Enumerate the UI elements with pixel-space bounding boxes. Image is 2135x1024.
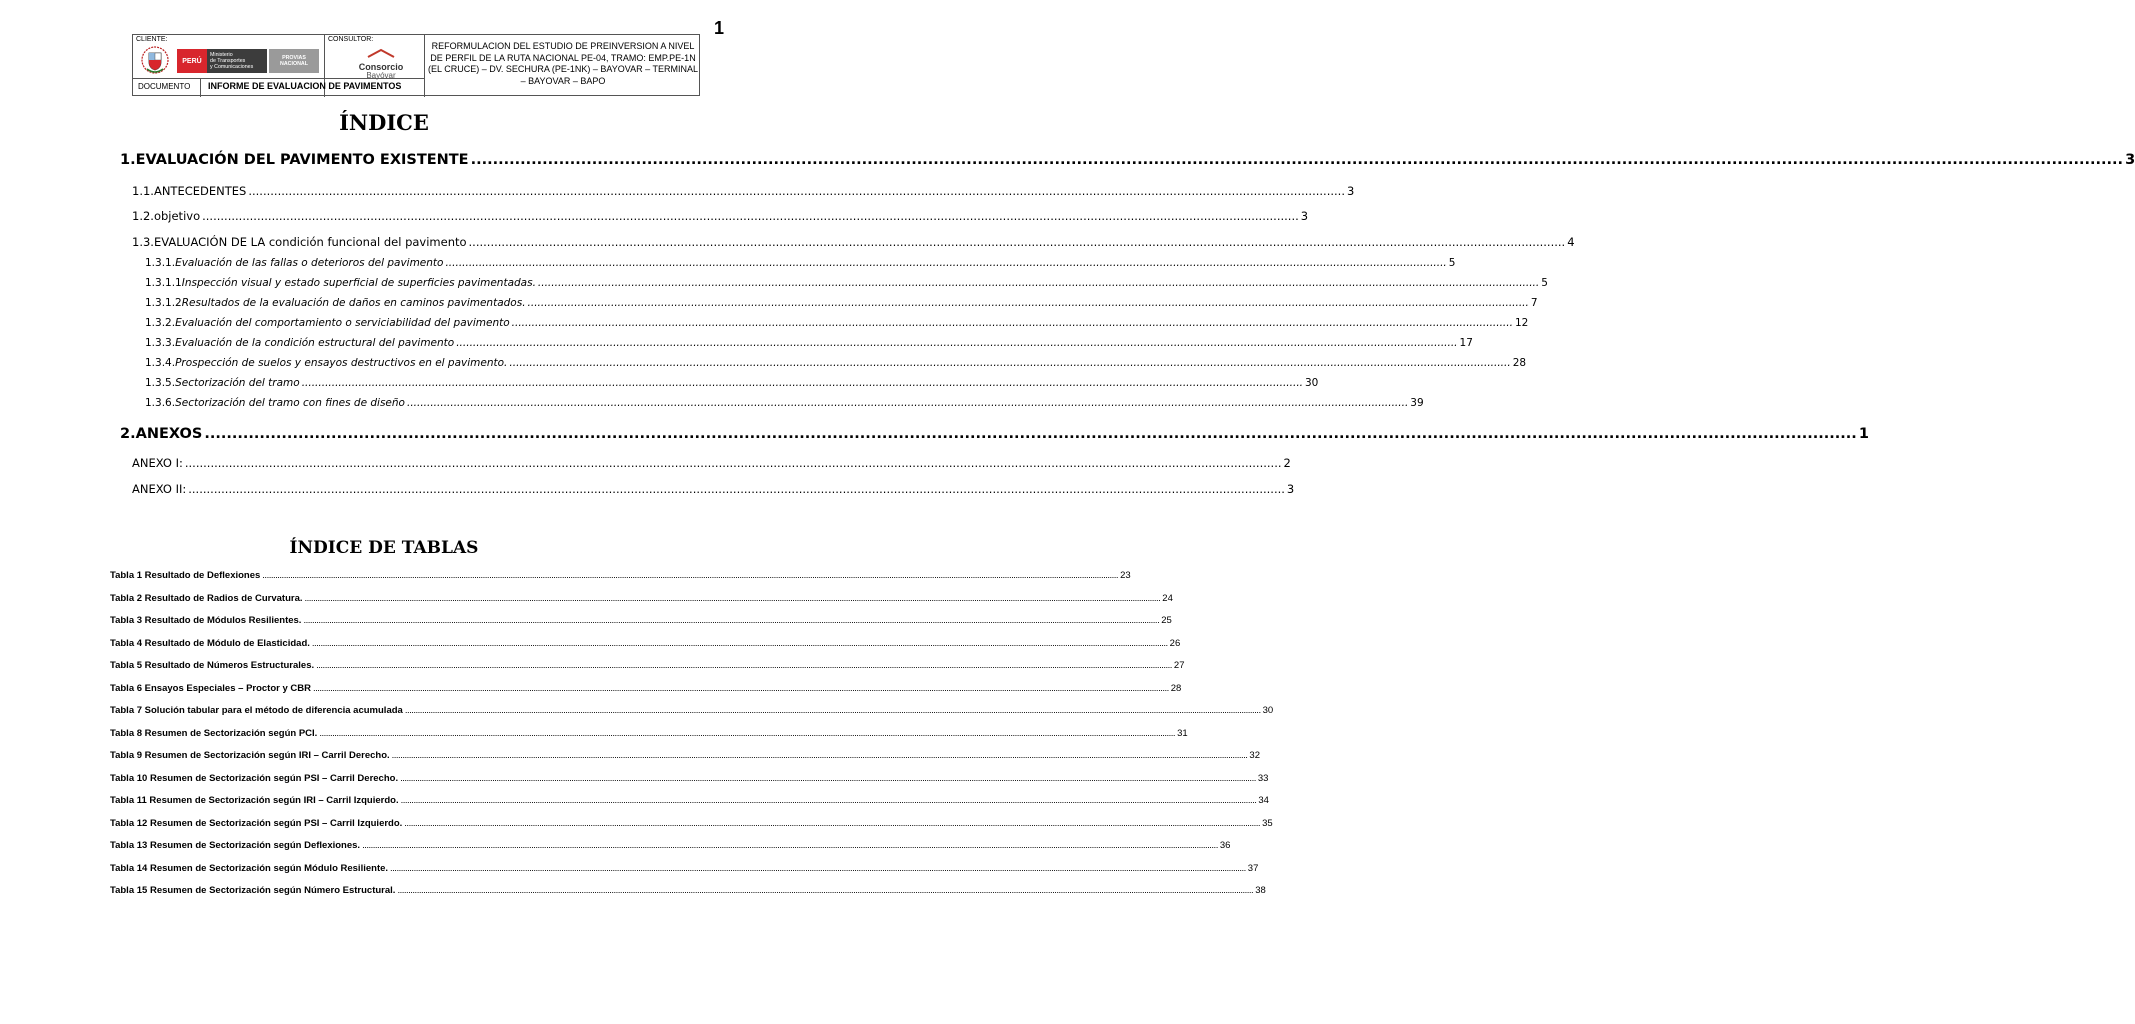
table-entry-title: Tabla 10 Resumen de Sectorización según PSI – Carril Derecho.: [110, 772, 399, 784]
table-entry-page: 26: [1169, 637, 1181, 649]
table-entry-page: 36: [1219, 840, 1231, 851]
toc-entry[interactable]: [120, 426, 1869, 442]
table-entry[interactable]: [110, 727, 1188, 739]
tables-index-title: ÍNDICE DE TABLAS: [289, 538, 479, 558]
toc-entry-title: Evaluación del comportamiento o serviciabilidad del pavimento: [175, 317, 510, 329]
table-dot-leader: ................................................................................................................................................................................................................................................................................................................................................................................................................: [262, 570, 1119, 581]
toc-entry-page: 39: [1410, 397, 1424, 409]
toc-entry[interactable]: [132, 482, 1295, 496]
toc-entry[interactable]: [132, 184, 1355, 198]
table-entry-title: Tabla 13 Resumen de Sectorización según Deflexiones.: [110, 840, 361, 851]
table-entry[interactable]: [110, 660, 1185, 671]
toc-entry-page: 28: [1512, 357, 1527, 369]
toc-dot-leader: ............................................................................................................................................................................................................................................................................................................: [511, 317, 1513, 329]
toc-dot-leader: ............................................................................................................................................................................................................................................................................................................: [184, 456, 1282, 470]
toc-dot-leader: ............................................................................................................................................................................................................................................................................................................: [527, 297, 1529, 309]
toc-entry-number: 1.3.5.: [145, 377, 176, 389]
table-entry-title: Tabla 8 Resumen de Sectorización según PCI.: [110, 727, 318, 739]
table-entry[interactable]: [110, 705, 1274, 716]
table-dot-leader: ................................................................................................................................................................................................................................................................................................................................................................................................................: [304, 592, 1161, 604]
toc-dot-leader: ............................................................................................................................................................................................................................................................................................................: [456, 337, 1458, 349]
toc-entry[interactable]: [145, 257, 1456, 269]
toc-dot-leader: ............................................................................................................................................................................................................................................................................................................: [537, 277, 1540, 289]
toc-dot-leader: ............................................................................................................................................................................................................................................................................................................: [509, 357, 1511, 369]
table-dot-leader: ................................................................................................................................................................................................................................................................................................................................................................................................................: [316, 660, 1172, 671]
toc-entry-page: 7: [1530, 297, 1538, 309]
table-dot-leader: ................................................................................................................................................................................................................................................................................................................................................................................................................: [400, 772, 1256, 784]
table-entry-page: 38: [1255, 885, 1266, 896]
table-dot-leader: ................................................................................................................................................................................................................................................................................................................................................................................................................: [362, 840, 1218, 851]
table-entry-page: 31: [1177, 727, 1188, 739]
toc-entry-title: ANEXO I:: [132, 456, 183, 470]
toc-entry-page: 1: [1858, 426, 1869, 442]
peru-logo: [177, 49, 207, 73]
table-entry[interactable]: [110, 817, 1273, 829]
toc-entry-title: Sectorización del tramo: [175, 377, 300, 389]
toc-entry-page: 4: [1567, 235, 1575, 249]
toc-entry[interactable]: [145, 377, 1319, 389]
table-entry-page: 28: [1170, 682, 1182, 694]
table-entry[interactable]: [110, 750, 1260, 761]
table-entry-title: Tabla 4 Resultado de Módulo de Elasticidad.: [110, 637, 310, 649]
table-dot-leader: ................................................................................................................................................................................................................................................................................................................................................................................................................: [313, 682, 1169, 694]
table-dot-leader: ................................................................................................................................................................................................................................................................................................................................................................................................................: [391, 750, 1248, 761]
toc-dot-leader: ............................................................................................................................................................................................................................................................................................................: [202, 209, 1299, 223]
project-reference: REFORMULACION DEL ESTUDIO DE PREINVERSION A NIVEL DE PERFIL DE LA RUTA NACIONAL PE-04, TRAMO: EMP.PE-1N (EL CRUCE) – DV. SECHURA (PE-1NK) – BAYOVAR – TERMINAL – BAYOVAR – BAPO: [428, 41, 698, 86]
table-entry-title: Tabla 15 Resumen de Sectorización según Número Estructural.: [110, 885, 396, 896]
toc-entry-title: objetivo: [153, 209, 201, 223]
toc-entry-page: 30: [1305, 377, 1319, 389]
table-entry-page: 32: [1249, 750, 1260, 761]
toc-entry[interactable]: [132, 209, 1309, 223]
table-entry-page: 25: [1161, 615, 1172, 626]
table-entry-page: 24: [1162, 592, 1173, 604]
toc-entry-page: 5: [1448, 257, 1456, 269]
toc-entry[interactable]: [132, 235, 1575, 249]
consorcio-name: Consorcio: [358, 62, 404, 72]
toc-dot-leader: ............................................................................................................................................................................................................................................................................................................: [406, 397, 1409, 409]
toc-entry-number: 2.: [120, 426, 136, 442]
toc-dot-leader: ............................................................................................................................................................................................................................................................................................................: [470, 152, 2124, 168]
toc-entry-number: 1.1.: [132, 184, 154, 198]
toc-entry-page: 3: [1300, 209, 1309, 223]
toc-entry[interactable]: [145, 397, 1424, 409]
toc-entry-page: 3: [1286, 482, 1295, 496]
consultor-label: CONSULTOR:: [328, 36, 374, 43]
roof-icon: [366, 48, 396, 58]
table-entry[interactable]: [110, 592, 1173, 604]
table-entry[interactable]: [110, 862, 1259, 874]
table-entry[interactable]: [110, 772, 1269, 784]
toc-entry-number: 1.3.4.: [145, 357, 176, 369]
table-entry-page: 23: [1120, 570, 1131, 581]
table-dot-leader: ................................................................................................................................................................................................................................................................................................................................................................................................................: [400, 795, 1257, 806]
toc-dot-leader: ............................................................................................................................................................................................................................................................................................................: [445, 257, 1447, 269]
header-divider: [200, 78, 201, 97]
toc-entry-page: 3: [2125, 152, 2135, 168]
table-dot-leader: ................................................................................................................................................................................................................................................................................................................................................................................................................: [303, 615, 1160, 626]
toc-dot-leader: ............................................................................................................................................................................................................................................................................................................: [204, 426, 1857, 442]
toc-entry-number: 1.3.1.1: [145, 277, 182, 289]
toc-entry[interactable]: [132, 456, 1291, 470]
table-entry-title: Tabla 12 Resumen de Sectorización según PSI – Carril Izquierdo.: [110, 817, 403, 829]
table-entry-page: 30: [1262, 705, 1274, 716]
table-entry-title: Tabla 2 Resultado de Radios de Curvatura.: [110, 592, 303, 604]
toc-entry-title: Prospección de suelos y ensayos destructivos en el pavimento.: [175, 357, 508, 369]
toc-entry-title: EVALUACIÓN DEL PAVIMENTO EXISTENTE: [135, 152, 469, 168]
table-dot-leader: ................................................................................................................................................................................................................................................................................................................................................................................................................: [319, 727, 1176, 739]
table-entry[interactable]: [110, 570, 1131, 581]
toc-entry-number: 1.3.1.: [145, 257, 176, 269]
toc-entry[interactable]: [120, 152, 2135, 168]
toc-entry-number: 1.3.1.2: [145, 297, 182, 309]
table-entry-title: Tabla 3 Resultado de Módulos Resilientes.: [110, 615, 302, 626]
documento-label: DOCUMENTO: [138, 82, 191, 91]
table-entry-title: Tabla 5 Resultado de Números Estructurales.: [110, 660, 315, 671]
table-entry[interactable]: [110, 682, 1182, 694]
table-entry[interactable]: [110, 637, 1181, 649]
table-entry-page: 27: [1173, 660, 1185, 671]
table-dot-leader: ................................................................................................................................................................................................................................................................................................................................................................................................................: [404, 817, 1261, 829]
table-entry[interactable]: [110, 795, 1269, 806]
table-entry-title: Tabla 1 Resultado de Deflexiones: [110, 570, 261, 581]
table-entry[interactable]: [110, 885, 1266, 896]
toc-entry-number: 1.: [120, 152, 136, 168]
documento-value: INFORME DE EVALUACION DE PAVIMENTOS: [208, 81, 402, 91]
toc-entry-number: 1.3.3.: [145, 337, 176, 349]
toc-entry-title: Evaluación de las fallas o deterioros del pavimento: [175, 257, 444, 269]
toc-entry[interactable]: [145, 317, 1529, 329]
toc-entry-page: 5: [1541, 277, 1548, 289]
table-dot-leader: ................................................................................................................................................................................................................................................................................................................................................................................................................: [311, 637, 1168, 649]
toc-dot-leader: ............................................................................................................................................................................................................................................................................................................: [301, 377, 1303, 389]
toc-entry-page: 2: [1283, 456, 1291, 470]
table-dot-leader: ................................................................................................................................................................................................................................................................................................................................................................................................................: [390, 862, 1246, 874]
ministerio-logo: Ministerio de Transportes y Comunicaciones: [207, 49, 267, 73]
toc-entry-title: Resultados de la evaluación de daños en caminos pavimentados.: [181, 297, 526, 309]
toc-entry-title: Inspección visual y estado superficial de superficies pavimentadas.: [181, 277, 536, 289]
toc-entry[interactable]: [145, 337, 1473, 349]
consorcio-sub: Bayóvar: [366, 71, 396, 80]
toc-entry-title: ANEXOS: [135, 426, 203, 442]
peru-coat-of-arms-icon: [141, 45, 169, 75]
table-dot-leader: ................................................................................................................................................................................................................................................................................................................................................................................................................: [404, 705, 1261, 716]
table-entry-title: Tabla 14 Resumen de Sectorización según Módulo Resiliente.: [110, 862, 389, 874]
toc-entry[interactable]: [145, 277, 1548, 289]
toc-entry-number: 1.3.6.: [145, 397, 176, 409]
toc-dot-leader: ............................................................................................................................................................................................................................................................................................................: [248, 184, 1345, 198]
toc-entry-title: ANEXO II:: [132, 482, 187, 496]
peru-logo-text: PERÚ: [182, 57, 202, 65]
toc-entry-title: Evaluación de la condición estructural del pavimento: [175, 337, 455, 349]
document-header: [132, 34, 700, 96]
table-entry-page: 33: [1257, 772, 1269, 784]
index-title: ÍNDICE: [339, 110, 429, 135]
provias-logo: PROVIAS NACIONAL: [269, 49, 319, 73]
toc-entry[interactable]: [145, 357, 1527, 369]
table-entry-page: 34: [1258, 795, 1269, 806]
table-entry[interactable]: [110, 615, 1172, 626]
toc-entry-page: 3: [1346, 184, 1355, 198]
table-entry-title: Tabla 9 Resumen de Sectorización según IRI – Carril Derecho.: [110, 750, 390, 761]
table-dot-leader: ................................................................................................................................................................................................................................................................................................................................................................................................................: [397, 885, 1254, 896]
header-divider: [424, 35, 425, 97]
page-number: 1: [714, 18, 725, 38]
toc-entry-title: Sectorización del tramo con fines de diseño: [175, 397, 405, 409]
toc-entry-number: 1.3.2.: [145, 317, 176, 329]
toc-dot-leader: ............................................................................................................................................................................................................................................................................................................: [188, 482, 1285, 496]
table-entry-page: 37: [1247, 862, 1259, 874]
toc-entry-page: 12: [1514, 317, 1529, 329]
table-entry-title: Tabla 7 Solución tabular para el método de diferencia acumulada: [110, 705, 403, 716]
toc-entry[interactable]: [145, 297, 1538, 309]
cliente-label: CLIENTE:: [136, 36, 168, 43]
toc-entry-number: 1.2.: [132, 209, 154, 223]
consorcio-logo: [351, 43, 411, 79]
toc-entry-title: ANTECEDENTES: [153, 184, 247, 198]
table-entry-title: Tabla 11 Resumen de Sectorización según IRI – Carril Izquierdo.: [110, 795, 399, 806]
toc-entry-title: EVALUACIÓN DE LA condición funcional del pavimento: [153, 235, 467, 249]
toc-entry-number: 1.3.: [132, 235, 154, 249]
toc-entry-page: 17: [1459, 337, 1473, 349]
table-entry[interactable]: [110, 840, 1231, 851]
toc-dot-leader: ............................................................................................................................................................................................................................................................................................................: [468, 235, 1566, 249]
table-entry-page: 35: [1262, 817, 1273, 829]
table-entry-title: Tabla 6 Ensayos Especiales – Proctor y CBR: [110, 682, 311, 694]
